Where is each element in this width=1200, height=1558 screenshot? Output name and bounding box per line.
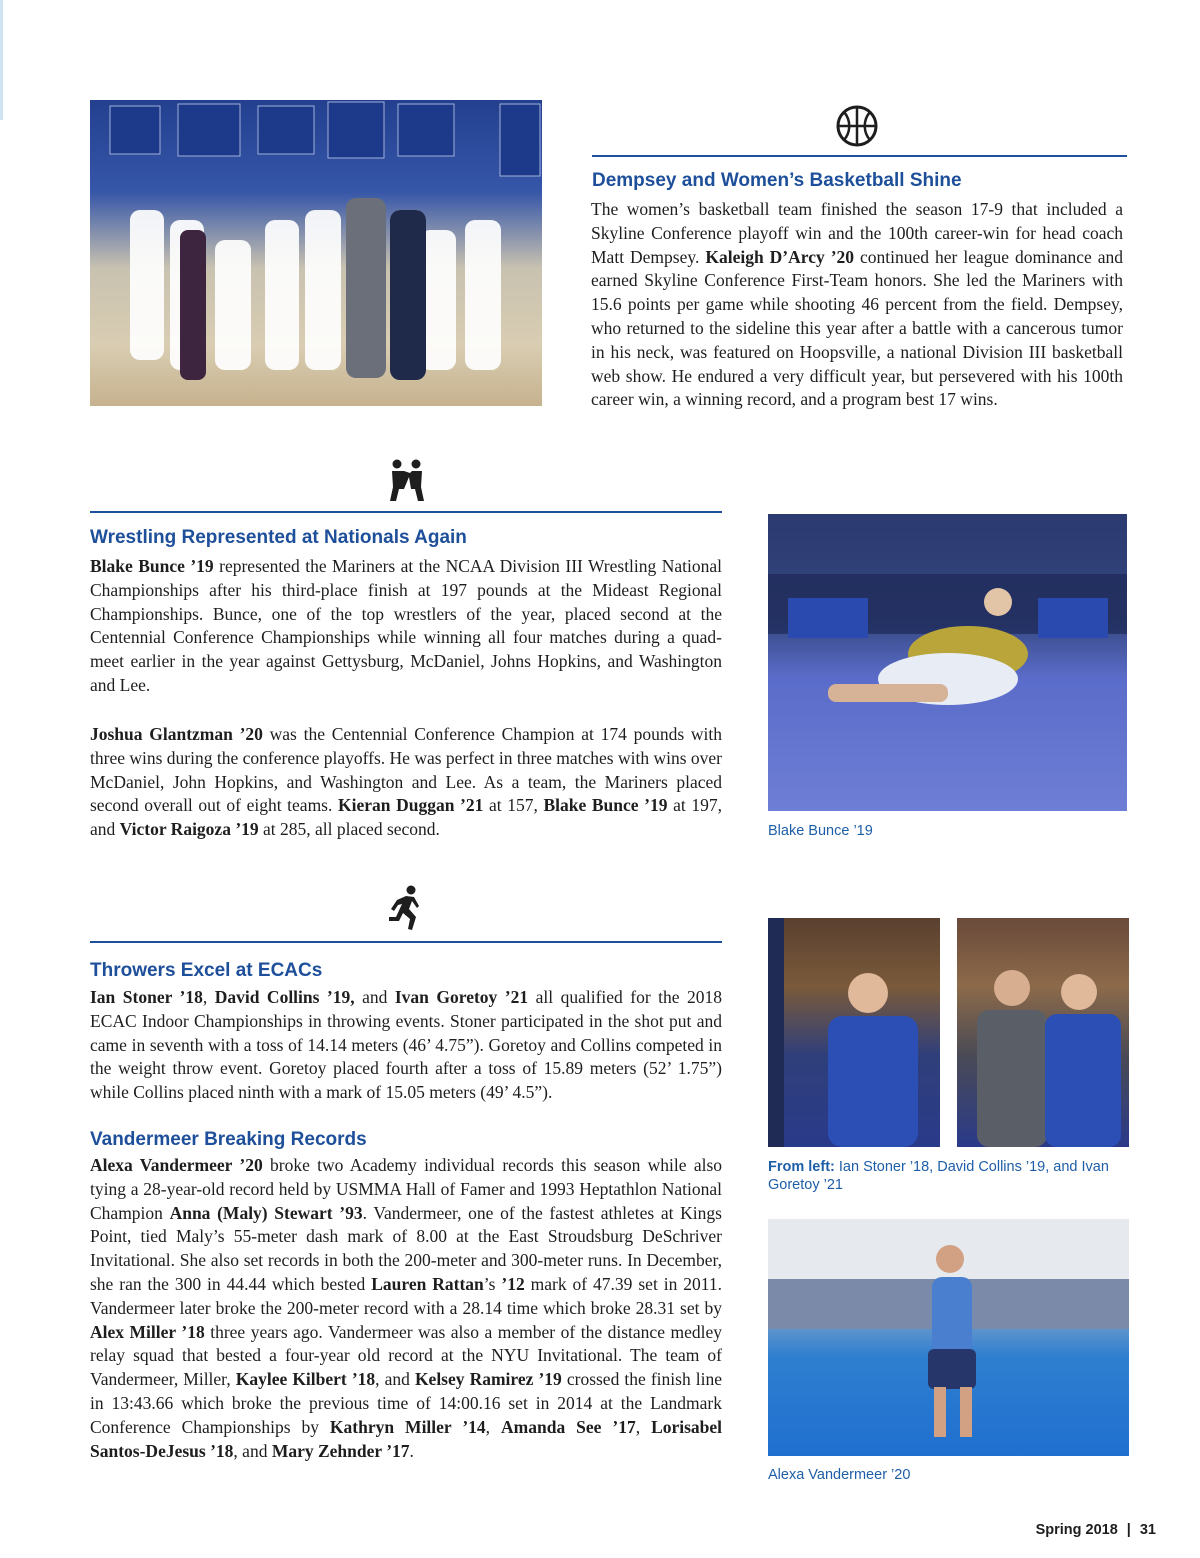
vandermeer-text: , — [485, 1416, 502, 1437]
throwers-article-text — [90, 986, 722, 1105]
throwers-heading-rule — [90, 941, 722, 943]
basketball-text-1: The women’s basketball team finished the season 17-9 that included a Skyline Conference playoff win and the 100th career-win for head coach Matt Dempsey. — [591, 199, 1123, 267]
wrestling-text: at 197, and — [90, 795, 722, 840]
wrestling-icon — [388, 459, 426, 503]
page-footer — [1036, 1522, 1156, 1538]
issue-label: Spring 2018 — [1035, 1522, 1118, 1538]
throwers-photo-right — [957, 918, 1129, 1147]
caption-lead: From left: — [768, 1159, 835, 1175]
athlete-name: Blake Bunce ’19 — [90, 556, 214, 576]
athlete-name: Kelsey Ramirez ’19 — [414, 1369, 562, 1390]
throwers-text: all qualified for the 2018 ECAC Indoor Championships in throwing events. Stoner participated in the shot put and came in seventh with a toss of 14.14 meters (46’ 4.75”). Goretoy and Collins competed in the weight throw event. Goretoy placed fourth after a toss of 15.89 meters (52’ 1.75”) while Collins placed ninth with a mark of 15.05 meters (49’ 4.5”). — [90, 987, 723, 1103]
wrestling-photo-caption: Blake Bunce ’19 — [768, 823, 873, 839]
athlete-name: Ivan Goretoy ’21 — [394, 987, 529, 1007]
wrestling-text: at 157, — [483, 795, 544, 816]
caption-names: Ian Stoner ’18, David Collins ’19, and Ivan Goretoy ’21 — [768, 1159, 1109, 1193]
vandermeer-text: . Vandermeer, one of the fastest athletes at Kings Point, tied Maly’s 55-meter dash mark of 8.00 at the East Stroudsburg DeSchriver Invitational. She also set records in both the 200-meter and 300-meter runs. In December, she ran the 300 in 44.44 which bested — [90, 1202, 722, 1294]
athlete-name: Kaylee Kilbert ’18 — [235, 1369, 376, 1390]
vandermeer-text: mark of 47.39 set in 2011. Vandermeer later broke the 200-meter record with a 28.14 time which broke 28.31 set by — [90, 1273, 723, 1318]
athlete-name: Anna (Maly) Stewart ’93 — [169, 1202, 363, 1223]
vandermeer-text: crossed the finish line in 13:43.66 which broke the previous time of 14:00.16 set in 2014 at the Landmark Conference Championships by — [90, 1369, 722, 1437]
basketball-heading-rule — [592, 155, 1127, 157]
vandermeer-article-text — [90, 1154, 722, 1463]
athlete-name: Victor Raigoza ’19 — [119, 819, 259, 840]
athlete-name: Kieran Duggan ’21 — [337, 795, 484, 816]
throwers-photo-caption — [768, 1158, 1128, 1194]
wrestling-text: was the Centennial Conference Champion at 174 pounds with three wins during the conference playoffs. He was perfect in three matches with wins over McDaniel, John Hopkins, and Washington and Lee. As a team, the Mariners placed second overall out of eight teams. — [90, 724, 722, 816]
throwers-text: , — [202, 987, 215, 1007]
throwers-heading: Throwers Excel at ECACs — [90, 960, 323, 981]
vandermeer-text: broke two Academy individual records this season while also tying a 28-year-old record held by USMMA Hall of Famer and 1993 Heptathlon National Champion — [90, 1155, 723, 1223]
wrestling-heading: Wrestling Represented at Nationals Again — [90, 527, 467, 548]
athlete-name: Lorisabel Santos-DeJesus ’18 — [90, 1416, 723, 1461]
basketball-article-text — [591, 198, 1123, 412]
athlete-name: Kathryn Miller ’14 — [329, 1416, 486, 1437]
wrestling-text: at 285, all placed second. — [258, 819, 440, 840]
vandermeer-text: , and — [375, 1369, 415, 1390]
wrestling-heading-rule — [90, 511, 722, 513]
athlete-name: Alex Miller ’18 — [90, 1321, 205, 1342]
basketball-heading: Dempsey and Women’s Basketball Shine — [592, 170, 962, 191]
athlete-name: Lauren Rattan — [371, 1273, 484, 1294]
athlete-name: Joshua Glantzman ’20 — [90, 724, 263, 744]
vandermeer-text: . — [409, 1440, 414, 1461]
basketball-icon — [835, 104, 879, 148]
wrestling-photo — [768, 514, 1127, 811]
wrestling-paragraph-1 — [90, 555, 722, 698]
athlete-name: Amanda See ’17 — [501, 1416, 636, 1437]
basketball-team-photo — [90, 100, 542, 406]
athlete-name: Blake Bunce ’19 — [543, 795, 668, 816]
athlete-name: Mary Zehnder ’17 — [271, 1440, 410, 1461]
basketball-text-2: continued her league dominance and earned Skyline Conference First-Team honors. She led the Mariners with 15.6 points per game while shooting 46 percent from the field. Dempsey, who returned to the sideline this year after a battle with a cancerous tumor in his neck, was featured on Hoopsville, a national Division III basketball web show. He endured a very difficult year, but persevered with his 100th career win, a winning record, and a program best 17 wins. — [591, 246, 1123, 410]
athlete-name: ’12 — [501, 1273, 525, 1294]
athlete-name: David Collins ’19, — [214, 987, 355, 1007]
athlete-name: Alexa Vandermeer ’20 — [90, 1155, 263, 1175]
wrestling-text: represented the Mariners at the NCAA Division III Wrestling National Championships after his third-place finish at 197 pounds at the Mideast Regional Championships. Bunce, one of the top wrestlers of the year, placed second at the Centennial Conference Championships while winning all four matches during a quad-meet earlier in the year against Gettysburg, McDaniel, Johns Hopkins, and Washington and Lee. — [90, 556, 722, 695]
athlete-name: Kaleigh D’Arcy ’20 — [705, 246, 855, 267]
throwers-text: and — [354, 987, 395, 1007]
page-number: 31 — [1139, 1522, 1156, 1538]
vandermeer-heading: Vandermeer Breaking Records — [90, 1129, 367, 1150]
vandermeer-text: , and — [233, 1440, 272, 1461]
runner-icon — [386, 885, 424, 931]
footer-separator: | — [1126, 1522, 1131, 1538]
vandermeer-text: three years ago. Vandermeer was also a member of the distance medley relay squad that bested a four-year old record at the NYU Invitational. The team of Vandermeer, Miller, — [90, 1321, 722, 1390]
vandermeer-text: , — [635, 1416, 652, 1437]
page-edge-mark — [0, 0, 3, 120]
vandermeer-photo — [768, 1219, 1129, 1456]
throwers-photo-left — [768, 918, 940, 1147]
wrestling-paragraph-2 — [90, 723, 722, 842]
athlete-name: Ian Stoner ’18 — [90, 987, 203, 1007]
vandermeer-photo-caption: Alexa Vandermeer ’20 — [768, 1467, 911, 1483]
vandermeer-text: ’s — [483, 1273, 502, 1294]
